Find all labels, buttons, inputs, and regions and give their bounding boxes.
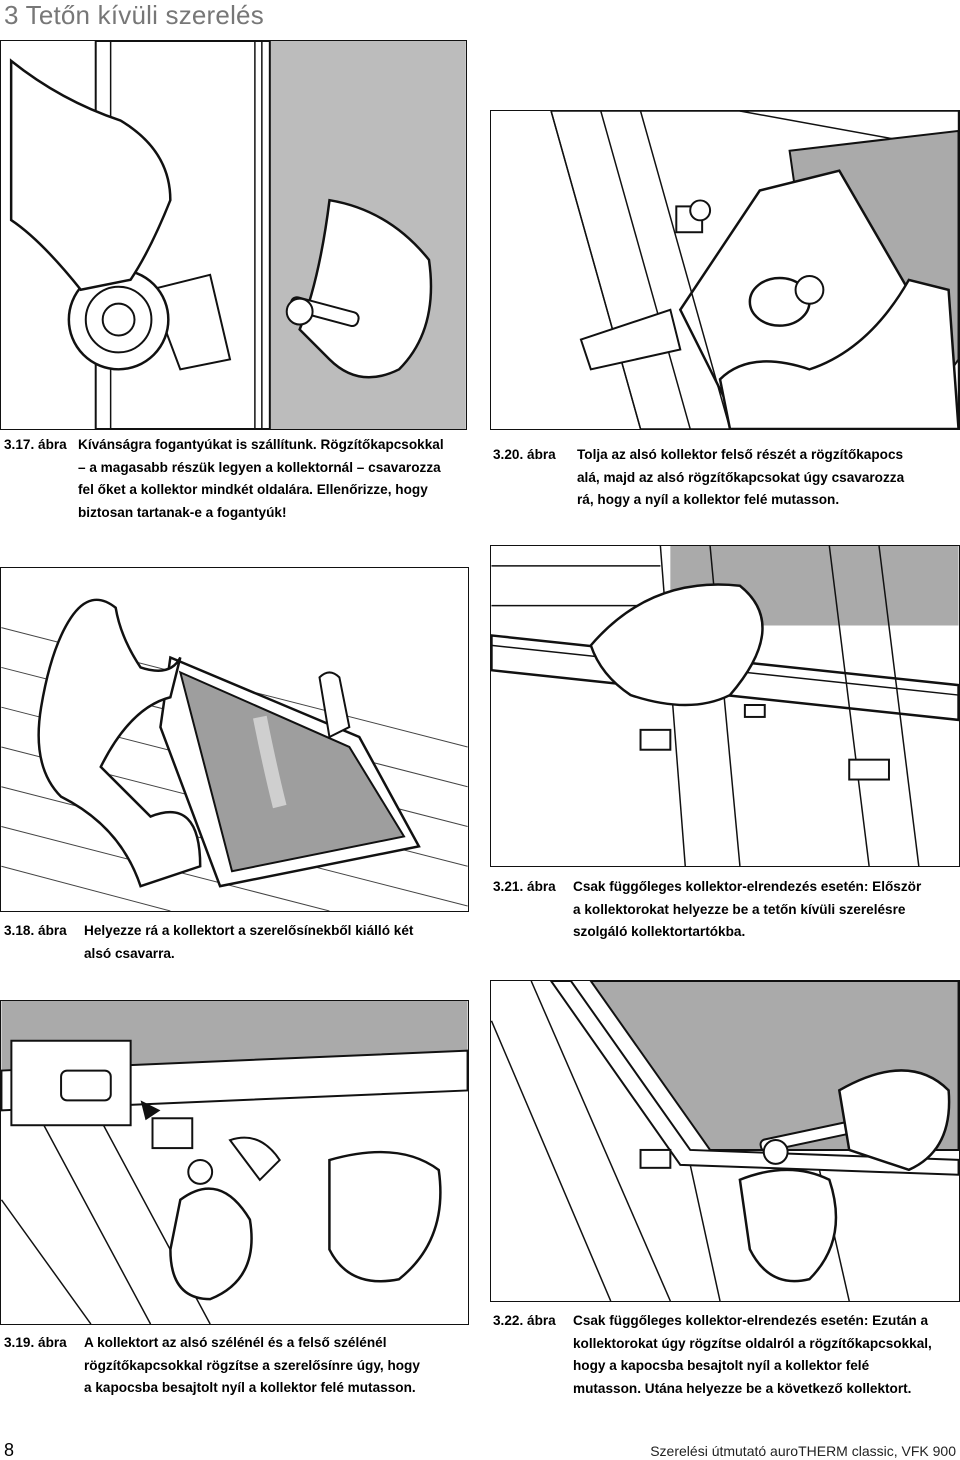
figure-3-21-illustration [490,545,960,867]
figure-3-18-caption [4,920,470,970]
figure-3-18-illustration [0,567,469,912]
caption-line: biztosan tartanak-e a fogantyúk! [78,504,287,520]
page-number: 8 [4,1440,15,1460]
page-header [0,0,960,36]
caption-line: – a magasabb részük legyen a kollektornál – csavarozza [78,459,441,475]
caption-line: a kollektorokat helyezze be a tetőn kívüli szerelésre [573,901,906,917]
figure-number: 3.21. ábra [493,879,556,894]
caption-line: szolgáló kollektortartókba. [573,924,746,939]
caption-line: rögzítőkapcsokkal rögzítse a szerelősínre úgy, hogy [84,1357,420,1373]
caption-line: alá, majd az alsó rögzítőkapcsokat úgy csavarozza [577,469,905,485]
caption-line: a kapocsba besajtolt nyíl a kollektor felé mutasson. [84,1380,416,1395]
figure-number: 3.18. ábra [4,923,67,938]
figure-3-20-illustration [490,110,960,430]
caption-line: hogy a kapocsba besajtolt nyíl a kollektor felé [573,1358,870,1373]
caption-line: Csak függőleges kollektor-elrendezés esetén: Ezután a [573,1313,929,1328]
caption-line: Kívánságra fogantyúkat is szállítunk. Rögzítőkapcsokkal [78,437,444,452]
figure-3-22-caption [493,1310,959,1405]
caption-line: Csak függőleges kollektor-elrendezés esetén: Először [573,879,922,894]
figure-3-21-caption [493,876,959,946]
section-title: 3 Tetőn kívüli szerelés [4,0,264,30]
caption-line: Helyezze rá a kollektort a szerelősínekből kiálló két [84,923,414,938]
figure-3-22-illustration [490,980,960,1302]
figure-number: 3.22. ábra [493,1313,556,1328]
caption-line: kollektorokat úgy rögzítse oldalról a rögzítőkapcsokkal, [573,1335,932,1351]
figure-number: 3.20. ábra [493,447,556,462]
caption-line: mutasson. Utána helyezze be a következő kollektort. [573,1380,912,1396]
caption-line: fel őket a kollektor mindkét oldalára. Ellenőrizze, hogy [78,482,428,497]
document-title: Szerelési útmutató auroTHERM classic, VFK 900 [650,1443,956,1459]
caption-line: rá, hogy a nyíl a kollektor felé mutasson. [577,492,840,507]
figure-3-20-caption [493,444,959,514]
figure-3-17-illustration [0,40,467,430]
caption-line: A kollektort az alsó szélénél és a felső szélénél [84,1335,387,1350]
figure-3-19-caption [4,1332,470,1402]
figure-3-19-illustration [0,1000,469,1325]
figure-number: 3.19. ábra [4,1335,67,1350]
figure-3-17-caption [4,434,470,529]
caption-line: alsó csavarra. [84,945,175,961]
figure-number: 3.17. ábra [4,437,67,452]
caption-line: Tolja az alsó kollektor felső részét a rögzítőkapocs [577,447,904,462]
